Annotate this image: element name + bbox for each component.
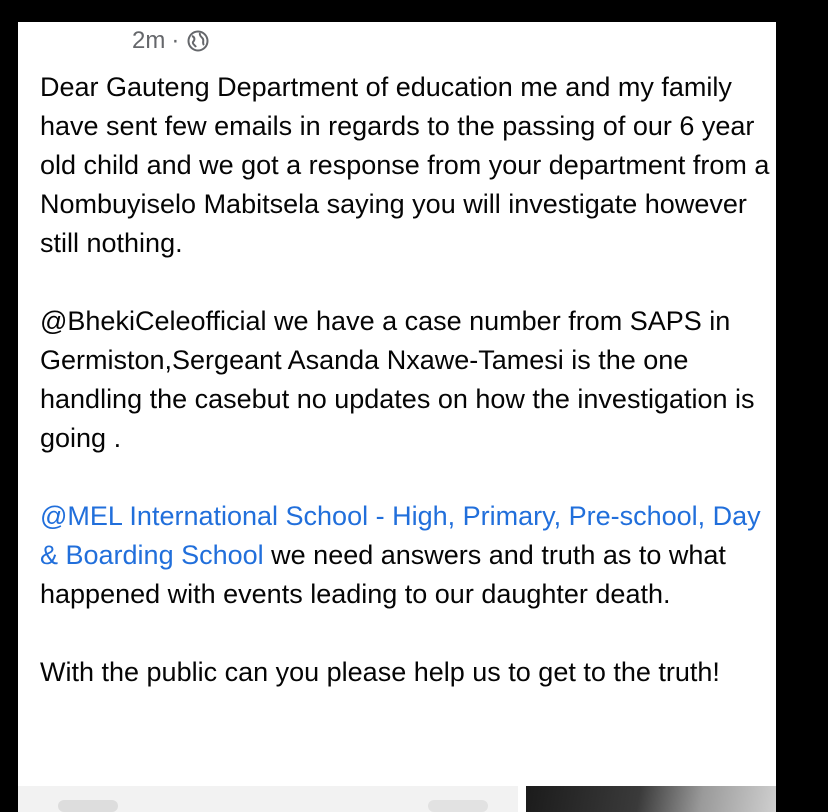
post-paragraph-3 [40,497,770,614]
post-image-left[interactable] [18,786,518,812]
post-paragraph-2: @BhekiCeleofficial we have a case number from SAPS in Germiston,Sergeant Asanda Nxawe-Tamesi is the one handling the casebut no updates on how the investigation is going . [40,306,755,453]
post-paragraph-1: Dear Gauteng Department of education me and my family have sent few emails in regards to the passing of our 6 year old child and we got a response from your department from a Nombuyiselo Mabitsela saying you will investigate however still nothing. [40,72,770,258]
post-media-strip [18,786,776,812]
post-meta [132,24,209,58]
post-body [40,68,770,731]
post-paragraph-4: With the public can you please help us to get to the truth! [40,657,720,687]
post-timestamp[interactable]: 2m [132,27,166,54]
page-mention-link[interactable]: @MEL International School - High, Primary, Pre-school, Day & Boarding School [40,501,761,570]
meta-separator: · [171,27,180,54]
post-paragraph-3-text: we need answers and truth as to what happened with events leading to our daughter death. [40,540,726,609]
post-image-right[interactable] [526,786,776,812]
globe-icon[interactable] [187,30,209,52]
post-card [18,22,776,812]
